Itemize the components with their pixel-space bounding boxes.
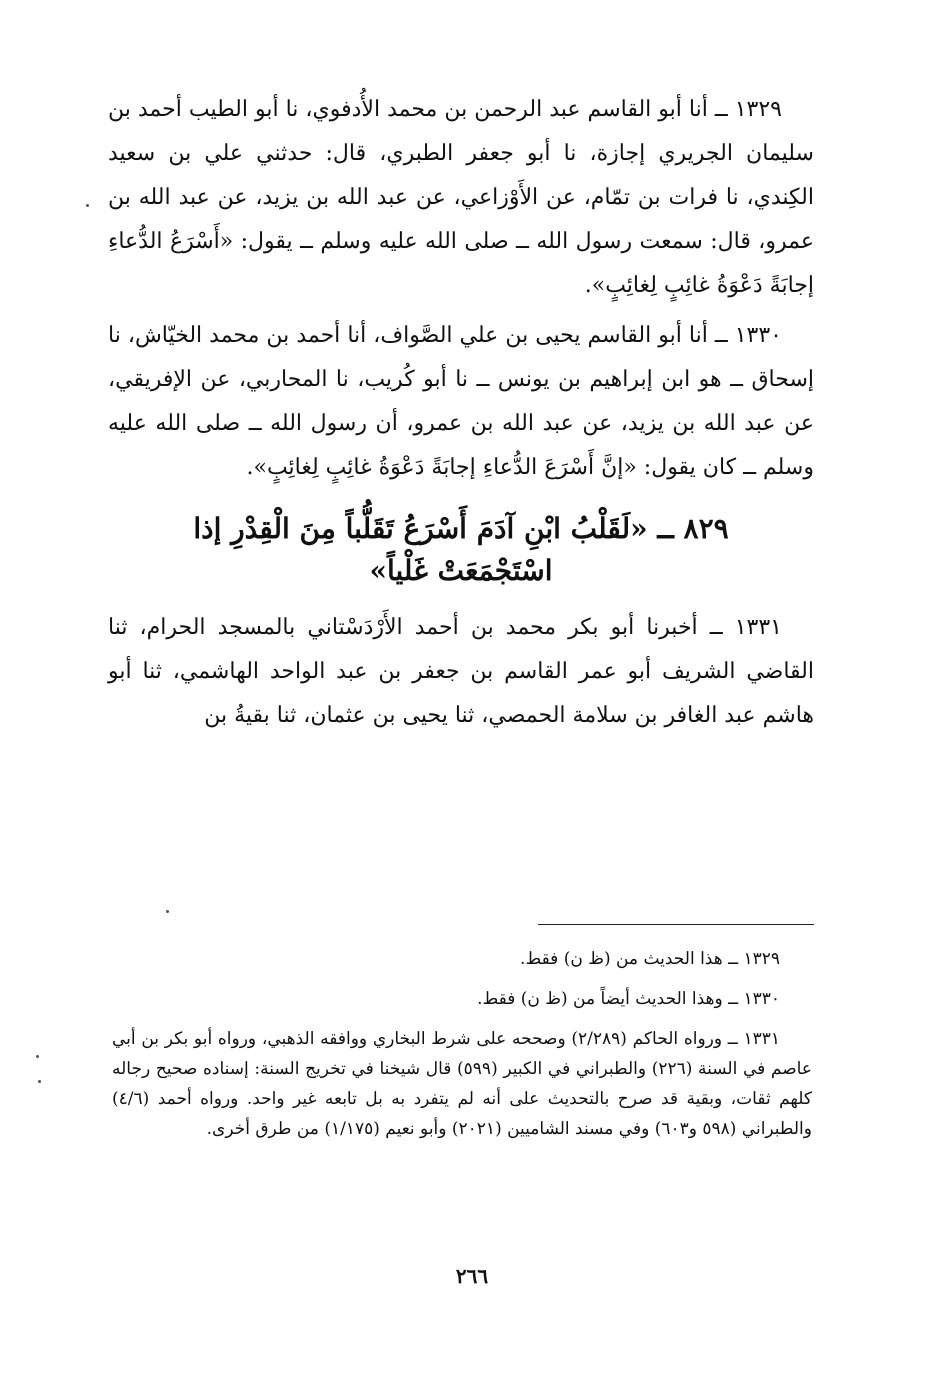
scan-speck — [166, 910, 169, 913]
hadith-1329: ١٣٢٩ ــ أنا أبو القاسم عبد الرحمن بن محمد الأُدفوي، نا أبو الطيب أحمد بن سليمان الجريري إجازة، نا أبو جعفر الطبري، قال: حدثني علي بن سعيد الكِندي، نا فرات بن تمّام، عن الأَوْزاعي، عن عبد الله بن يزيد، عن عبد الله بن عمرو، قال: سمعت رسول الله ــ صلى الله عليه وسلم ــ يقول: «أَسْرَعُ الدُّعاءِ إجابَةً دَعْوَةُ غائِبٍ لِغائِبٍ». — [108, 97, 814, 298]
chapter-heading-829: ٨٢٩ ــ «لَقَلْبُ ابْنِ آدَمَ أَسْرَعُ تَقَلُّباً مِنَ الْقِدْرِ إذا اسْتَجْمَعَتْ غَلْياً» — [193, 512, 729, 587]
scan-speck — [36, 1055, 39, 1058]
scan-speck — [38, 1080, 41, 1083]
footnote-1329: ١٣٢٩ ــ هذا الحديث من (ظ ن) فقط. — [520, 949, 780, 969]
hadith-1330: ١٣٣٠ ــ أنا أبو القاسم يحيى بن علي الصَّواف، أنا أحمد بن محمد الخيّاش، نا إسحاق ــ هو ابن إبراهيم بن يونس ــ نا أبو كُريب، نا المحاربي، عن الإفريقي، عن عبد الله بن يزيد، عن عبد الله بن عمرو، أن رسول الله ــ صلى الله عليه وسلم ــ كان يقول: «إنَّ أَسْرَعَ الدُّعاءِ إجابَةً دَعْوَةُ غائِبٍ لِغائِبٍ». — [108, 323, 814, 480]
footnote-divider — [538, 924, 814, 925]
footnote-1331: ١٣٣١ ــ ورواه الحاكم (٢/٢٨٩) وصححه على شرط البخاري ووافقه الذهبي، ورواه أبو بكر بن أبي عاصم في السنة (٢٢٦) والطبراني في الكبير (٥٩٩) قال شيخنا في تخريج السنة: إسناده صحيح رجاله كلهم ثقات، وبقية قد صرح بالتحديث على أنه لم يتفرد به بل تابعه غير واحد. ورواه أحمد (٤/٦) والطبراني (٥٩٨ و٦٠٣) وفي مسند الشاميين (٢٠٢١) وأبو نعيم (١/١٧٥) من طرق أخرى. — [112, 1029, 812, 1139]
page-number: ٢٦٦ — [455, 1264, 489, 1288]
footnotes — [112, 944, 812, 1154]
footnote-1330: ١٣٣٠ ــ وهذا الحديث أيضاً من (ظ ن) فقط. — [477, 989, 780, 1009]
hadith-1331: ١٣٣١ ــ أخبرنا أبو بكر محمد بن أحمد الأَرْدَسْتاني بالمسجد الحرام، ثنا القاضي الشريف أبو عمر القاسم بن جعفر بن عبد الواحد الهاشمي، ثنا أبو هاشم عبد الغافر بن سلامة الحمصي، ثنا يحيى بن عثمان، ثنا بقيةُ بن — [108, 615, 814, 728]
scan-speck — [86, 204, 89, 207]
main-text — [108, 88, 814, 744]
